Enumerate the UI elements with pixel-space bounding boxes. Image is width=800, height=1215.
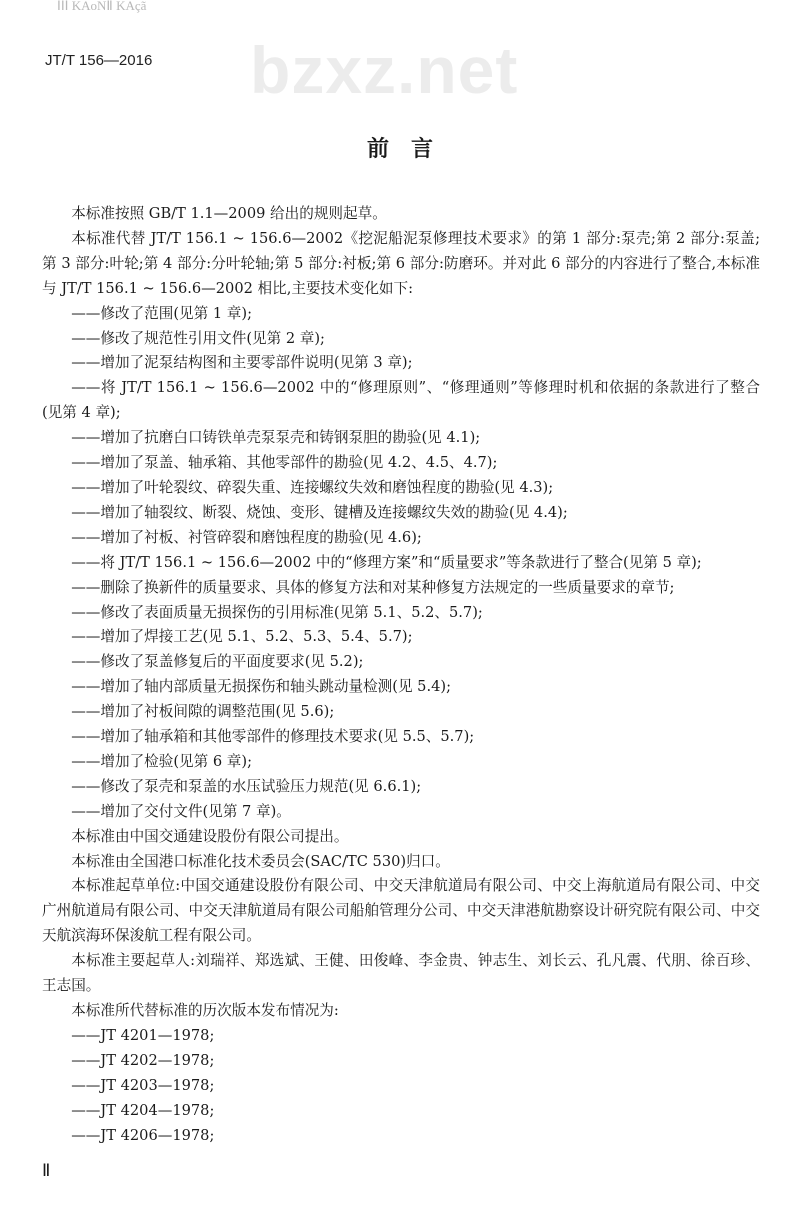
paragraph: ——修改了表面质量无损探伤的引用标准(见第 5.1、5.2、5.7); (71, 603, 483, 621)
paragraph: ——增加了抗磨白口铸铁单壳泵泵壳和铸钢泵胆的勘验(见 4.1); (71, 429, 481, 447)
paragraph: 本标准起草单位:中国交通建设股份有限公司、中交天津航道局有限公司、中交上海航道局有限公司、中交广州航道局有限公司、中交天津航道局有限公司船舶管理分公司、中交天津港航勘察设计研究院有限公司、中交天航滨海环保浚航工程有限公司。 (42, 877, 760, 945)
paragraph: ——将 JT/T 156.1 ~ 156.6—2002 中的“修理方案”和“质量要求”等条款进行了整合(见第 5 章); (71, 553, 702, 571)
paragraph: ——增加了交付文件(见第 7 章)。 (71, 802, 291, 820)
paragraph: ——增加了轴承箱和其他零部件的修理技术要求(见 5.5、5.7); (71, 728, 475, 746)
paragraph: ——修改了泵盖修复后的平面度要求(见 5.2); (71, 653, 364, 671)
paragraph: ——增加了检验(见第 6 章); (71, 752, 252, 770)
paragraph: ——JT 4206—1978; (71, 1126, 215, 1144)
watermark: bzxz.net (250, 33, 519, 107)
document-body (42, 202, 760, 1148)
paragraph: 本标准按照 GB/T 1.1—2009 给出的规则起草。 (71, 205, 387, 222)
document-code: JT/T 156—2016 (45, 52, 153, 69)
paragraph: ——增加了叶轮裂纹、碎裂失重、连接螺纹失效和磨蚀程度的勘验(见 4.3); (71, 478, 554, 496)
paragraph: ——JT 4201—1978; (71, 1026, 215, 1044)
paragraph: ——JT 4203—1978; (71, 1076, 215, 1094)
paragraph: ——增加了焊接工艺(见 5.1、5.2、5.3、5.4、5.7); (71, 628, 413, 646)
paragraph: 本标准主要起草人:刘瑞祥、郑选斌、王健、田俊峰、李金贵、钟志生、刘长云、孔凡震、代朋、徐百珍、王志国。 (42, 952, 760, 995)
paragraph: ——增加了轴内部质量无损探伤和轴头跳动量检测(见 5.4); (71, 678, 451, 696)
paragraph: ——JT 4204—1978; (71, 1101, 215, 1119)
paragraph: ——修改了规范性引用文件(见第 2 章); (71, 329, 325, 347)
paragraph: ——增加了轴裂纹、断裂、烧蚀、变形、键槽及连接螺纹失效的勘验(见 4.4); (71, 503, 568, 521)
scan-header-mark: ⅠⅠⅠ KAoNⅡ KAçã (57, 0, 147, 13)
paragraph: ——增加了泵盖、轴承箱、其他零部件的勘验(见 4.2、4.5、4.7); (71, 454, 498, 472)
paragraph: ——修改了泵壳和泵盖的水压试验压力规范(见 6.6.1); (71, 777, 422, 795)
paragraph: ——将 JT/T 156.1 ~ 156.6—2002 中的“修理原则”、“修理通则”等修理时机和依据的条款进行了整合(见第 4 章); (42, 379, 760, 422)
paragraph: ——删除了换新件的质量要求、具体的修复方法和对某种修复方法规定的一些质量要求的章节; (71, 578, 675, 596)
paragraph: ——JT 4202—1978; (71, 1051, 215, 1069)
paragraph: 本标准代替 JT/T 156.1 ~ 156.6—2002《挖泥船泥泵修理技术要求》的第 1 部分:泵壳;第 2 部分:泵盖;第 3 部分:叶轮;第 4 部分:分叶轮轴;第 5 部分:衬板;第 6 部分:防磨环。并对此 6 部分的内容进行了整合,本标准与 JT/T 156.1 ~ 156.6—2002 相比,主要技术变化如下: (42, 229, 760, 297)
paragraph: ——增加了泥泵结构图和主要零部件说明(见第 3 章); (71, 354, 413, 372)
paragraph: 本标准所代替标准的历次版本发布情况为: (71, 1002, 339, 1019)
paragraph: ——增加了衬板间隙的调整范围(见 5.6); (71, 703, 335, 721)
paragraph: 本标准由中国交通建设股份有限公司提出。 (71, 827, 349, 845)
paragraph: ——增加了衬板、衬管碎裂和磨蚀程度的勘验(见 4.6); (71, 528, 422, 546)
paragraph: ——修改了范围(见第 1 章); (71, 304, 252, 322)
page-number: Ⅱ (42, 1161, 51, 1180)
paragraph: 本标准由全国港口标准化技术委员会(SAC/TC 530)归口。 (71, 852, 450, 870)
page-title: 前言 (366, 137, 455, 162)
